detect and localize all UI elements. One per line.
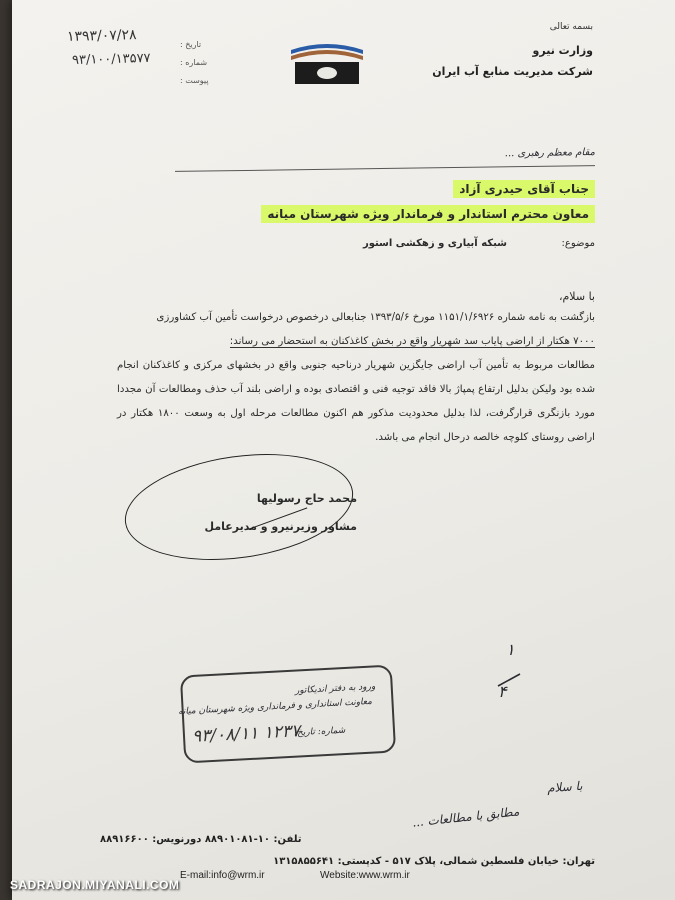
greeting: با سلام، — [558, 290, 595, 303]
subject-label: موضوع: — [561, 238, 595, 249]
number-label: شماره : — [180, 58, 208, 67]
date-label: تاریخ : — [180, 40, 202, 49]
page-fraction-denominator: ۴ — [498, 682, 507, 701]
body-paragraph-2 — [117, 330, 595, 354]
motto-text: مقام معظم رهبری ... — [504, 146, 596, 160]
signatory-name: محمد حاج رسولیها — [256, 492, 357, 505]
subject-value: شبکه آبیاری و زهکشی استور — [362, 238, 507, 249]
signature-oval — [118, 440, 360, 573]
stamp-line-3: شماره: تاریخ: — [293, 725, 346, 739]
wrm-logo-icon — [287, 40, 367, 90]
recipient-name — [453, 182, 595, 196]
stamp-line-1: ورود به دفتر اندیکاتور — [294, 681, 376, 697]
body-paragraph-2-underlined: ۷۰۰۰ هکتار از اراضی پایاب سد شهریار واقع در بخش کاغذکنان به استحضار می رساند: — [229, 336, 595, 347]
watermark-text: SADRAJON.MIYANALI.COM — [10, 878, 180, 892]
ministry-name: وزارت نیرو — [532, 44, 593, 57]
signatory-title: مشاور وزیرنیرو و مدیرعامل — [204, 520, 357, 533]
footer-website: Website:www.wrm.ir — [320, 870, 410, 881]
attachment-label: پیوست : — [180, 76, 209, 85]
handwritten-note-2: مطابق با مطالعات ... — [411, 804, 520, 830]
company-name: شرکت مدیریت منابع آب ایران — [432, 65, 593, 78]
footer-email: E-mail:info@wrm.ir — [180, 870, 265, 881]
recipient-title-highlight: معاون محترم استاندار و فرماندار ویژه شهرستان میانه — [261, 205, 595, 223]
basmala-text: بسمه تعالی — [549, 22, 593, 32]
recipient-name-highlight: جناب آقای حیدری آزاد — [453, 180, 595, 198]
footer-address: تهران: خیابان فلسطین شمالی، پلاک ۵۱۷ - کدپستی: ۱۳۱۵۸۵۵۶۴۱ — [273, 856, 595, 867]
letter-number: ۹۳/۱۰۰/۱۳۵۷۷ — [71, 50, 151, 69]
stamp-number: ۹۳/۰۸/۱۱ ۱۲۳۷ — [191, 721, 301, 747]
letter-body — [117, 306, 595, 450]
handwritten-note-1: با سلام — [546, 778, 583, 796]
stamp-line-2: معاونت استانداری و فرمانداری ویژه شهرستان میانه — [177, 696, 373, 718]
letter-page — [12, 0, 675, 900]
body-paragraph-3: مطالعات مربوط به تأمین آب اراضی جایگزین شهریار درناحیه جنوبی واقع در بخشهای مرکزی و کاغذکنان انجام شده بود ولیکن بدلیل ارتفاع پمپاژ بالا فاقد توجیه فنی و اقتصادی بوده و اراضی بلند آب حذف ومطالعات آن مجددا مورد بازنگری قرارگرفت، لذا بدلیل محدودیت مذکور هم اکنون مطالعات مرحله اول به وسعت ۱۸۰۰ هکتار در اراضی روستای کلوچه خالصه درحال انجام می باشد. — [117, 360, 595, 443]
body-paragraph-1: بازگشت به نامه شماره ۱۱۵۱/۱/۶۹۲۶ مورخ ۱۳۹۳/۵/۶ جنابعالی درخصوص درخواست تأمین آب کشاورزی — [156, 312, 595, 323]
letter-date: ۱۳۹۳/۰۷/۲۸ — [66, 27, 137, 45]
motto-underline — [175, 165, 595, 172]
footer-phone: تلفن: ۱۰-۸۸۹۰۱۰۸۱ دورنویس: ۸۸۹۱۶۶۰۰ — [100, 834, 302, 845]
recipient-title — [261, 207, 595, 221]
page-fraction-numerator: ۱ — [506, 640, 515, 659]
